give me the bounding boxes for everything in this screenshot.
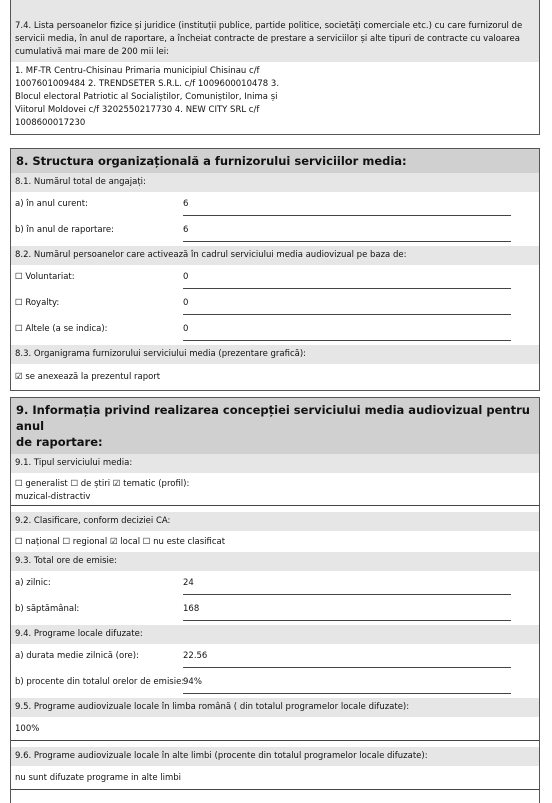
other-languages-field[interactable]: nu sunt difuzate programe in alte limbi — [15, 773, 182, 783]
q81-row-report — [11, 218, 539, 244]
section-7-continued — [10, 0, 540, 135]
local-percent-field[interactable]: 94% — [183, 677, 202, 687]
q93-row-weekly — [11, 597, 539, 623]
q91-label: 9.1. Tipul serviciului media: — [11, 454, 539, 473]
q74-line: 1008600017230 — [15, 118, 86, 128]
q74-line: Blocul electoral Patriotic al Socialiștilor, Comuniștilor, Inima și — [15, 92, 278, 102]
field-underline — [183, 594, 511, 595]
field-underline — [183, 620, 511, 621]
q94-row-percent — [11, 670, 539, 696]
q94-label: 9.4. Programe locale difuzate: — [11, 625, 539, 644]
employees-report-field[interactable]: 6 — [183, 225, 189, 235]
altele-field[interactable]: 0 — [183, 324, 189, 334]
field-label: b) procente din totalul orelor de emisie: — [15, 677, 185, 687]
q74-line: 1. MF-TR Centru-Chisinau Primaria municipiul Chisinau c/f — [15, 66, 260, 76]
section-8-title: 8. Structura organizațională a furnizorului serviciilor media: — [11, 149, 539, 173]
field-underline — [183, 693, 511, 694]
field-label: b) săptămânal: — [15, 604, 80, 614]
q74-answer — [11, 62, 539, 134]
field-label: a) în anul curent: — [15, 199, 88, 209]
q93-row-daily — [11, 571, 539, 597]
q96-label: 9.6. Programe audiovizuale locale în alte limbi (procente din totalul programelor locale difuzate): — [11, 747, 539, 766]
q74-line: 1007601009484 2. TRENDSETER S.R.L. c/f 1009600010478 3. — [15, 79, 280, 89]
section-8 — [10, 148, 540, 391]
romanian-percent-field[interactable]: 100% — [15, 724, 40, 734]
classification-checkboxes[interactable]: ☐ național ☐ regional ☑ local ☐ nu este clasificat — [15, 537, 226, 547]
field-underline — [11, 789, 539, 790]
field-underline — [183, 241, 511, 242]
q74-line: Viitorul Moldovei c/f 3202550217730 4. NEW CITY SRL c/f — [15, 105, 260, 115]
section-9-title — [11, 398, 539, 454]
field-underline — [183, 215, 511, 216]
section-9-title-line: 9. Informația privind realizarea concepției serviciului media audiovizual pentru anul — [16, 403, 530, 433]
q81-label: 8.1. Numărul total de angajați: — [11, 173, 539, 192]
q82-row-voluntariat — [11, 265, 539, 291]
field-underline — [183, 288, 511, 289]
field-underline — [11, 505, 539, 506]
q82-label: 8.2. Numărul persoanelor care activează în cadrul serviciului media audiovizual pe baza de: — [11, 246, 539, 265]
hours-weekly-field[interactable]: 168 — [183, 604, 200, 614]
q94-row-duration — [11, 644, 539, 670]
local-duration-field[interactable]: 22.56 — [183, 651, 208, 661]
field-underline — [183, 340, 511, 341]
q81-row-current — [11, 192, 539, 218]
voluntariat-checkbox[interactable]: ☐ Voluntariat: — [15, 272, 75, 282]
field-underline — [11, 740, 539, 741]
voluntariat-field[interactable]: 0 — [183, 272, 189, 282]
q83-label: 8.3. Organigrama furnizorului serviciului media (prezentare grafică): — [11, 345, 539, 364]
media-type-checkboxes[interactable]: ☐ generalist ☐ de știri ☑ tematic (profil): — [15, 479, 190, 489]
q93-label: 9.3. Total ore de emisie: — [11, 552, 539, 571]
q91-answer — [11, 473, 539, 505]
q74-label: 7.4. Lista persoanelor fizice și juridice (instituții publice, partide politice, societăți comerciale etc.) cu care furnizorul de servicii media, în anul de raportare, a încheiat contracte de prestare a serviciilor și alte tipuri de contracte cu valoarea cumulativă mai mare de 200 mii lei: — [11, 0, 539, 62]
royalty-field[interactable]: 0 — [183, 298, 189, 308]
field-label: a) zilnic: — [15, 578, 51, 588]
employees-current-field[interactable]: 6 — [183, 199, 189, 209]
media-profile-field[interactable]: muzical-distractiv — [15, 492, 91, 502]
royalty-checkbox[interactable]: ☐ Royalty: — [15, 298, 60, 308]
q95-label: 9.5. Programe audiovizuale locale în limba română ( din totalul programelor locale difuzate): — [11, 698, 539, 717]
q82-row-royalty — [11, 291, 539, 317]
hours-daily-field[interactable]: 24 — [183, 578, 194, 588]
section-9 — [10, 397, 540, 803]
field-label: a) durata medie zilnică (ore): — [15, 651, 139, 661]
organigram-checkbox[interactable]: ☑ se anexează la prezentul raport — [15, 372, 161, 382]
field-underline — [183, 314, 511, 315]
field-label: b) în anul de raportare: — [15, 225, 114, 235]
q92-label: 9.2. Clasificare, conform deciziei CA: — [11, 512, 539, 531]
section-9-title-line: de raportare: — [16, 435, 103, 449]
field-underline — [183, 667, 511, 668]
q82-row-altele — [11, 317, 539, 343]
altele-checkbox[interactable]: ☐ Altele (a se indica): — [15, 324, 108, 334]
